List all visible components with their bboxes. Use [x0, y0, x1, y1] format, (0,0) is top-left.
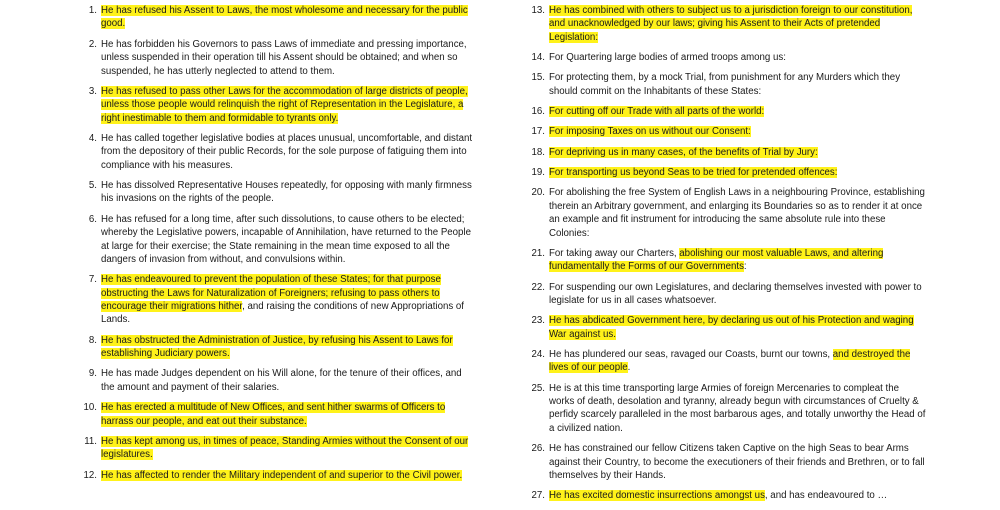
highlighted-text: and destroyed the lives of our people	[549, 348, 911, 374]
grievance-item	[522, 348, 926, 375]
grievance-item	[74, 132, 474, 172]
plain-text: He has called together legislative bodies at places unusual, uncomfortable, and distant from the depository of their public Records, for the sole purpose of fatiguing them into compliance with his measures.	[101, 132, 473, 171]
grievance-item	[522, 314, 926, 341]
highlighted-text: He has refused his Assent to Laws, the most wholesome and necessary for the public good.	[101, 5, 468, 30]
grievance-item	[522, 382, 926, 436]
grievance-item	[522, 247, 926, 274]
grievance-text	[101, 179, 474, 206]
highlighted-text: He has abdicated Government here, by declaring us out of his Protection and waging War against us.	[549, 315, 914, 340]
plain-text: , and raising the conditions of new Appropriations of Lands.	[101, 301, 464, 326]
grievance-number: 4.	[88, 132, 97, 144]
plain-text: , and has endeavoured to …	[764, 490, 888, 502]
grievance-text	[101, 85, 474, 125]
grievance-item	[522, 281, 926, 308]
grievance-text	[549, 382, 926, 436]
grievance-number: 3.	[88, 85, 97, 97]
grievance-item	[74, 401, 474, 428]
highlighted-text: He has excited domestic insurrections amongst us	[549, 490, 765, 502]
grievance-text	[549, 281, 926, 308]
plain-text: For Quartering large bodies of armed troops among us:	[549, 52, 786, 64]
grievance-item	[74, 213, 474, 267]
grievance-item	[522, 51, 926, 64]
grievances-column-left	[74, 4, 474, 489]
grievance-number: 21.	[531, 247, 545, 259]
grievance-number: 16.	[531, 106, 545, 118]
highlighted-text: For cutting off our Trade with all parts of the world:	[549, 106, 765, 118]
grievance-number: 22.	[531, 281, 545, 293]
highlighted-text: He has combined with others to subject us to a jurisdiction foreign to our constitution, and unacknowledged by our laws; giving his Assent to their Acts of pretended Legislation:	[549, 5, 913, 43]
highlighted-text: For imposing Taxes on us without our Consent:	[549, 126, 751, 138]
highlighted-text: For transporting us beyond Seas to be tried for pretended offences:	[549, 167, 838, 178]
grievance-text	[549, 348, 926, 375]
grievance-number: 18.	[531, 146, 545, 158]
plain-text: He has dissolved Representative Houses repeatedly, for opposing with manly firmness his invasions on the rights of the people.	[101, 180, 472, 205]
highlighted-text: He has affected to render the Military independent of and superior to the Civil power.	[101, 469, 463, 481]
grievance-text	[101, 4, 474, 31]
grievance-text	[549, 105, 926, 118]
grievances-column-right	[522, 4, 926, 510]
grievance-text	[101, 213, 474, 267]
grievance-text	[549, 146, 926, 159]
grievance-item	[522, 105, 926, 118]
grievance-item	[74, 469, 474, 482]
grievance-text	[549, 314, 926, 341]
plain-text: He has made Judges dependent on his Will alone, for the tenure of their offices, and the amount and payment of their salaries.	[101, 368, 462, 393]
plain-text: .	[627, 362, 631, 374]
grievance-number: 14.	[531, 52, 545, 64]
highlighted-text: He has endeavoured to prevent the population of these States; for that purpose obstructing the Laws for Naturalization of Foreigners; refusing to pass others to encourage their migrations hither	[101, 274, 441, 313]
grievance-number: 23.	[531, 315, 545, 327]
grievance-number: 2.	[88, 38, 97, 50]
plain-text: For abolishing the free System of English Laws in a neighbouring Province, establishing therein an Arbitrary government, and enlarging its Boundaries so as to render it at once an example and fit instrument for introducing the same absolute rule into these Colonies:	[549, 187, 925, 239]
plain-text: He has constrained our fellow Citizens taken Captive on the high Seas to bear Arms against their Country, to become the executioners of their friends and Brethren, or to fall themselves by their Hands.	[549, 443, 925, 481]
plain-text: He has forbidden his Governors to pass Laws of immediate and pressing importance, unless suspended in their operation till his Assent should be obtained; and when so suspended, he has utterly neglected to attend to them.	[101, 38, 467, 77]
plain-text: For suspending our own Legislatures, and declaring themselves invested with power to legislate for us in all cases whatsoever.	[549, 281, 922, 306]
plain-text: For protecting them, by a mock Trial, from punishment for any Murders which they should commit on the Inhabitants of these States:	[549, 72, 901, 97]
grievance-item	[522, 125, 926, 138]
grievance-number: 19.	[531, 167, 545, 178]
grievance-item	[74, 367, 474, 394]
grievance-item	[522, 71, 926, 98]
highlighted-text: He has obstructed the Administration of Justice, by refusing his Assent to Laws for establishing Judiciary powers.	[101, 334, 453, 360]
grievance-item	[74, 4, 474, 31]
grievance-item	[74, 38, 474, 78]
grievance-text	[549, 166, 926, 179]
grievance-item	[74, 273, 474, 327]
highlighted-text: abolishing our most valuable Laws, and altering fundamentally the Forms of our Governments	[549, 247, 884, 273]
grievance-number: 7.	[88, 274, 97, 286]
grievance-number: 27.	[531, 490, 545, 502]
grievance-number: 8.	[88, 334, 97, 346]
plain-text: :	[743, 261, 747, 273]
grievance-item	[74, 334, 474, 361]
grievance-number: 20.	[531, 187, 545, 199]
plain-text: He is at this time transporting large Armies of foreign Mercenaries to compleat the works of death, desolation and tyranny, already begun with circumstances of Cruelty & perfidy scarcely paralleled in the most barbarous ages, and totally unworthy the Head of a civilized nation.	[549, 382, 926, 434]
highlighted-text: He has kept among us, in times of peace, Standing Armies without the Consent of our legislatures.	[101, 435, 469, 461]
grievance-text	[549, 71, 926, 98]
grievance-number: 26.	[531, 443, 545, 455]
grievance-item	[74, 179, 474, 206]
highlighted-text: He has erected a multitude of New Offices, and sent hither swarms of Officers to harrass our people, and eat out their substance.	[101, 402, 446, 427]
grievance-item	[522, 4, 926, 44]
grievance-number: 5.	[88, 180, 97, 192]
grievance-item	[522, 186, 926, 240]
grievance-item	[522, 442, 926, 482]
grievance-number: 15.	[531, 72, 545, 84]
grievance-text	[549, 489, 926, 502]
grievance-text	[101, 38, 474, 78]
grievance-item	[74, 435, 474, 462]
grievance-text	[549, 51, 926, 64]
grievance-number: 25.	[531, 382, 545, 394]
plain-text: He has refused for a long time, after such dissolutions, to cause others to be elected; whereby the Legislative powers, incapable of Annihilation, have returned to the People at large for their exercise; the State remaining in the mean time exposed to all the dangers of invasion from without, and convulsions within.	[101, 213, 471, 265]
grievance-text	[101, 469, 474, 482]
highlighted-text: For depriving us in many cases, of the benefits of Trial by Jury:	[549, 146, 818, 158]
grievance-text	[549, 4, 926, 44]
grievance-text	[101, 334, 474, 361]
grievance-text	[549, 442, 926, 482]
plain-text: He has plundered our seas, ravaged our Coasts, burnt our towns,	[549, 348, 833, 360]
grievance-number: 24.	[531, 348, 545, 360]
grievance-text	[101, 367, 474, 394]
grievance-number: 1.	[88, 5, 97, 16]
grievance-item	[522, 166, 926, 179]
grievance-text	[101, 132, 474, 172]
grievance-number: 11.	[84, 435, 97, 447]
grievance-number: 6.	[88, 213, 97, 225]
grievance-text	[549, 125, 926, 138]
grievance-number: 10.	[83, 402, 97, 414]
plain-text: For taking away our Charters,	[549, 247, 680, 259]
grievance-text	[101, 273, 474, 327]
grievance-number: 9.	[88, 368, 97, 380]
grievance-number: 12.	[83, 469, 97, 481]
highlighted-text: He has refused to pass other Laws for the accommodation of large districts of people, unless those people would relinquish the right of Representation in the Legislature, a right inestimable to them and formidable to tyrants only.	[101, 85, 468, 124]
grievance-number: 13.	[531, 5, 545, 16]
grievance-item	[74, 85, 474, 125]
grievance-text	[101, 401, 474, 428]
grievance-text	[549, 186, 926, 240]
grievance-item	[522, 146, 926, 159]
grievance-number: 17.	[531, 126, 545, 138]
grievance-text	[101, 435, 474, 462]
grievance-text	[549, 247, 926, 274]
grievance-item	[522, 489, 926, 502]
